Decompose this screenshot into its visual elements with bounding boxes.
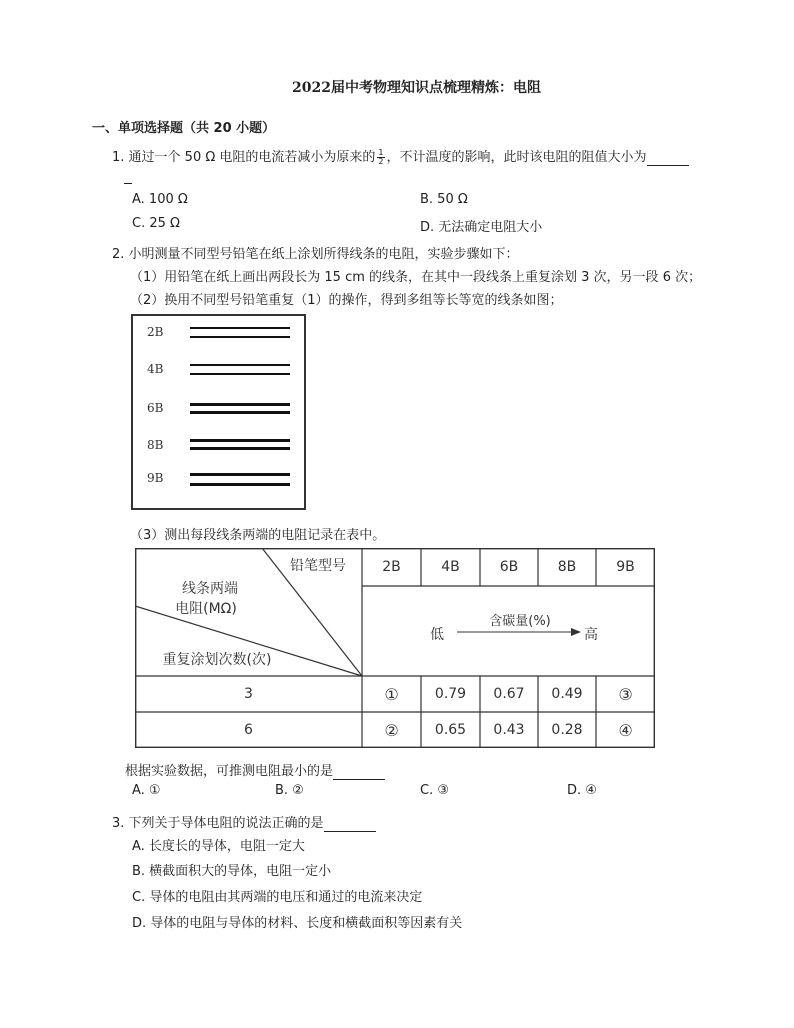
- question-2-text: 根据实验数据，可推测电阻最小的是: [125, 764, 334, 779]
- q3-option-d[interactable]: D. 导体的电阻与导体的材料、长度和横截面积等因素有关: [132, 916, 463, 931]
- header-resistance: 电阻(MΩ): [175, 601, 237, 617]
- question-1-text: 1. 通过一个 50 Ω 电阻的电流若减小为原来的: [112, 150, 376, 165]
- q3-option-b[interactable]: B. 横截面积大的导体，电阻一定小: [132, 864, 332, 879]
- pencil-line-9b-2: [190, 483, 290, 486]
- pencil-line-6b-2: [190, 411, 290, 414]
- q2-option-c[interactable]: C. ③: [420, 783, 449, 798]
- figure-label-9b: 9B: [147, 471, 164, 485]
- fraction-numerator: 1: [378, 148, 384, 157]
- figure-label-8b: 8B: [147, 438, 164, 452]
- table-cell: 0.79: [434, 686, 467, 702]
- table-cell: 0.49: [551, 686, 583, 702]
- question-1: [112, 146, 689, 166]
- row-times-3: 3: [244, 686, 253, 702]
- section-heading: 一、单项选择题（共 20 小题）: [92, 121, 276, 136]
- question-1-text-after: ，不计温度的影响，此时该电阻的阻值大小为: [386, 150, 647, 165]
- table-cell: 0.43: [493, 722, 525, 738]
- table-cell: 0.67: [493, 686, 525, 702]
- header-line-ends: 线条两端: [182, 581, 238, 597]
- answer-blank[interactable]: [333, 764, 385, 780]
- q2-option-a[interactable]: A. ①: [132, 783, 161, 798]
- figure-label-4b: 4B: [147, 362, 164, 376]
- q2-option-b[interactable]: B. ②: [275, 783, 304, 798]
- q1-option-a[interactable]: A. 100 Ω: [132, 192, 188, 207]
- pencil-line-2b-2: [190, 336, 290, 338]
- model-8b: 8B: [557, 559, 577, 575]
- question-2-intro: 2. 小明测量不同型号铅笔在纸上涂划所得线条的电阻，实验步骤如下：: [112, 247, 519, 262]
- pencil-line-8b-1: [190, 439, 290, 442]
- question-3: [112, 812, 376, 832]
- figure-label-6b: 6B: [147, 401, 164, 415]
- table-cell: ④: [618, 720, 633, 740]
- answer-blank[interactable]: [647, 150, 689, 166]
- question-2-prompt: [125, 760, 385, 780]
- carbon-high: 高: [584, 627, 598, 643]
- q1-option-c[interactable]: C. 25 Ω: [132, 216, 180, 231]
- model-4b: 4B: [441, 559, 460, 575]
- table-cell: 0.65: [434, 722, 467, 738]
- q2-option-d[interactable]: D. ④: [567, 783, 597, 798]
- pencil-line-4b-2: [190, 373, 290, 375]
- question-2-step3: （3）测出每段线条两端的电阻记录在表中。: [130, 528, 386, 543]
- pencil-lines-figure: [131, 314, 306, 510]
- header-pencil-model: 铅笔型号: [290, 558, 346, 574]
- page-title: 2022届中考物理知识点梳理精炼：电阻: [292, 80, 541, 96]
- header-repeat-times: 重复涂划次数(次): [162, 652, 272, 668]
- pencil-line-8b-2: [190, 447, 290, 450]
- question-3-text: 3. 下列关于导体电阻的说法正确的是: [112, 816, 324, 831]
- answer-blank-wrap[interactable]: [124, 168, 132, 184]
- pencil-line-6b-1: [190, 403, 290, 406]
- model-2b: 2B: [382, 559, 401, 575]
- carbon-label: 含碳量(%): [489, 613, 551, 629]
- table-cell: ③: [618, 684, 633, 704]
- table-cell: ①: [384, 684, 399, 704]
- pencil-line-2b-1: [190, 327, 290, 329]
- q3-option-a[interactable]: A. 长度长的导体，电阻一定大: [132, 839, 305, 854]
- q3-option-c[interactable]: C. 导体的电阻由其两端的电压和通过的电流来决定: [132, 890, 423, 905]
- q1-option-d[interactable]: D. 无法确定电阻大小: [420, 220, 543, 235]
- q1-option-b[interactable]: B. 50 Ω: [420, 192, 468, 207]
- resistance-table: [135, 548, 655, 748]
- model-9b: 9B: [616, 559, 635, 575]
- fraction: [377, 149, 384, 166]
- fraction-denominator: 2: [378, 157, 384, 166]
- model-6b: 6B: [499, 559, 519, 575]
- answer-blank[interactable]: [324, 816, 376, 832]
- table-cell: 0.28: [551, 722, 583, 738]
- question-2-step1: （1）用铅笔在纸上画出两段长为 15 cm 的线条，在其中一段线条上重复涂划 3 次，另一段 6 次；: [130, 270, 702, 285]
- carbon-low: 低: [430, 627, 444, 643]
- question-2-step2: （2）换用不同型号铅笔重复（1）的操作，得到多组等长等宽的线条如图；: [130, 293, 563, 308]
- row-times-6: 6: [244, 722, 253, 738]
- pencil-line-4b-1: [190, 364, 290, 366]
- figure-label-2b: 2B: [147, 325, 164, 339]
- pencil-line-9b-1: [190, 473, 290, 476]
- table-cell: ②: [384, 720, 399, 740]
